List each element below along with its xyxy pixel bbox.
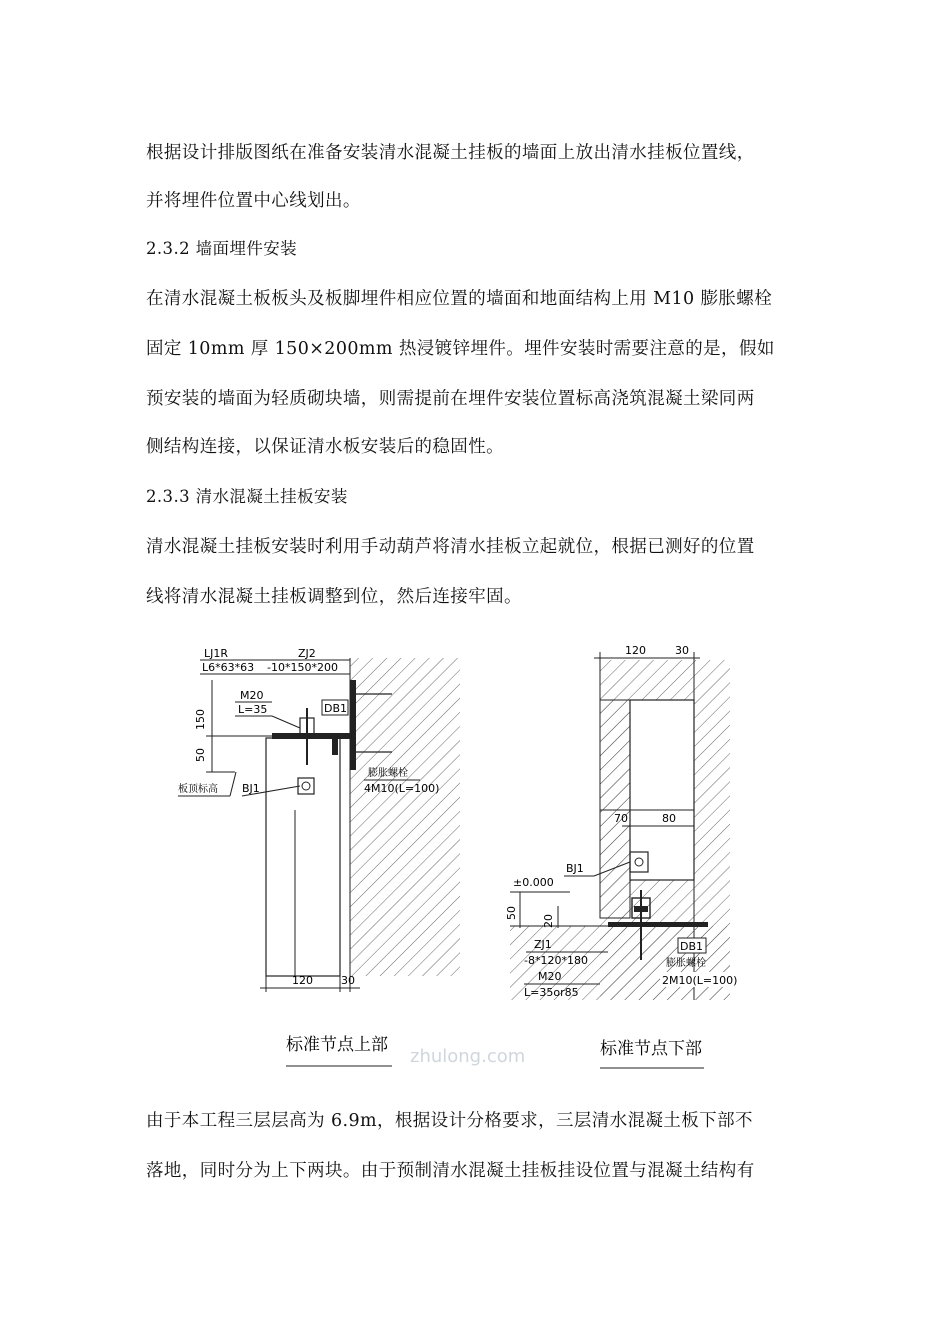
label-lj1r-spec: L6*63*63 — [202, 661, 255, 674]
label-bj1-left: BJ1 — [242, 782, 260, 795]
right-board — [630, 700, 694, 880]
label-bolt-spec-left: 4M10(L=100) — [364, 782, 440, 795]
para3-line1: 清水混凝土挂板安装时利用手动葫芦将清水挂板立起就位，根据已测好的位置 — [146, 537, 755, 557]
para2-line4: 侧结构连接，以保证清水板安装后的稳固性。 — [146, 437, 504, 457]
caption-right: 标准节点下部 — [600, 1039, 702, 1059]
construction-detail-figure — [160, 630, 800, 1070]
left-embed-plate — [350, 680, 356, 770]
right-board-outer — [600, 700, 630, 918]
para4-line1: 由于本工程三层层高为 6.9m，根据设计分格要求，三层清水混凝土板下部不 — [146, 1111, 753, 1131]
dim-20-right: 20 — [542, 914, 555, 928]
label-bolt-name-left: 膨胀螺栓 — [368, 768, 408, 779]
left-board — [266, 738, 340, 976]
section-heading-2-3-2: 2.3.2 墙面埋件安装 — [146, 239, 298, 258]
caption-left: 标准节点上部 — [286, 1035, 388, 1055]
label-board-top: 板顶标高 — [178, 784, 218, 795]
para4-line2: 落地，同时分为上下两块。由于预制清水混凝土挂板挂设位置与混凝土结构有 — [146, 1161, 755, 1181]
label-zj1: ZJ1 — [534, 938, 552, 951]
right-detail — [505, 644, 746, 1068]
label-lj1r: LJ1R — [204, 647, 229, 660]
label-l35or85: L=35or85 — [524, 986, 579, 999]
label-zj1-spec: -8*120*180 — [524, 954, 588, 967]
dim-80-right: 80 — [662, 812, 676, 825]
label-m20: M20 — [240, 689, 264, 702]
para1-line1: 根据设计排版图纸在准备安装清水混凝土挂板的墙面上放出清水挂板位置线， — [146, 143, 755, 163]
para2-line1: 在清水混凝土板板头及板脚埋件相应位置的墙面和地面结构上用 M10 膨胀螺栓 — [146, 289, 773, 309]
label-m20-right: M20 — [538, 970, 562, 983]
label-zj2: ZJ2 — [298, 647, 316, 660]
dim-150-left: 150 — [194, 709, 207, 730]
label-l35: L=35 — [238, 703, 268, 716]
label-zj2-spec: -10*150*200 — [267, 661, 338, 674]
label-db1-right: DB1 — [680, 940, 704, 953]
label-level: ±0.000 — [513, 876, 554, 889]
dim-30-right: 30 — [675, 644, 689, 657]
para2-line2: 固定 10mm 厚 150×200mm 热浸镀锌埋件。埋件安装时需要注意的是，假如 — [146, 339, 775, 359]
watermark: zhulong.com — [410, 1046, 526, 1067]
label-db1: DB1 — [324, 702, 348, 715]
section-heading-2-3-3: 2.3.3 清水混凝土挂板安装 — [146, 487, 348, 506]
dim-120-left: 120 — [292, 974, 313, 987]
para1-line2: 并将埋件位置中心线划出。 — [146, 191, 361, 211]
dim-70-right: 70 — [614, 812, 628, 825]
left-wall-hatch — [350, 658, 460, 976]
label-bj1-right: BJ1 — [566, 862, 584, 875]
left-detail — [178, 647, 460, 1066]
dim-120-right: 120 — [625, 644, 646, 657]
para2-line3: 预安装的墙面为轻质砌块墙，则需提前在埋件安装位置标高浇筑混凝土梁同两 — [146, 389, 755, 409]
label-bolt-spec-right: 2M10(L=100) — [662, 974, 738, 987]
label-bolt-name-right: 膨胀螺栓 — [666, 958, 706, 969]
dim-30-left: 30 — [341, 974, 355, 987]
para3-line2: 线将清水混凝土挂板调整到位，然后连接牢固。 — [146, 587, 522, 607]
dim-50-left: 50 — [194, 748, 207, 762]
dim-50-right: 50 — [505, 906, 518, 920]
